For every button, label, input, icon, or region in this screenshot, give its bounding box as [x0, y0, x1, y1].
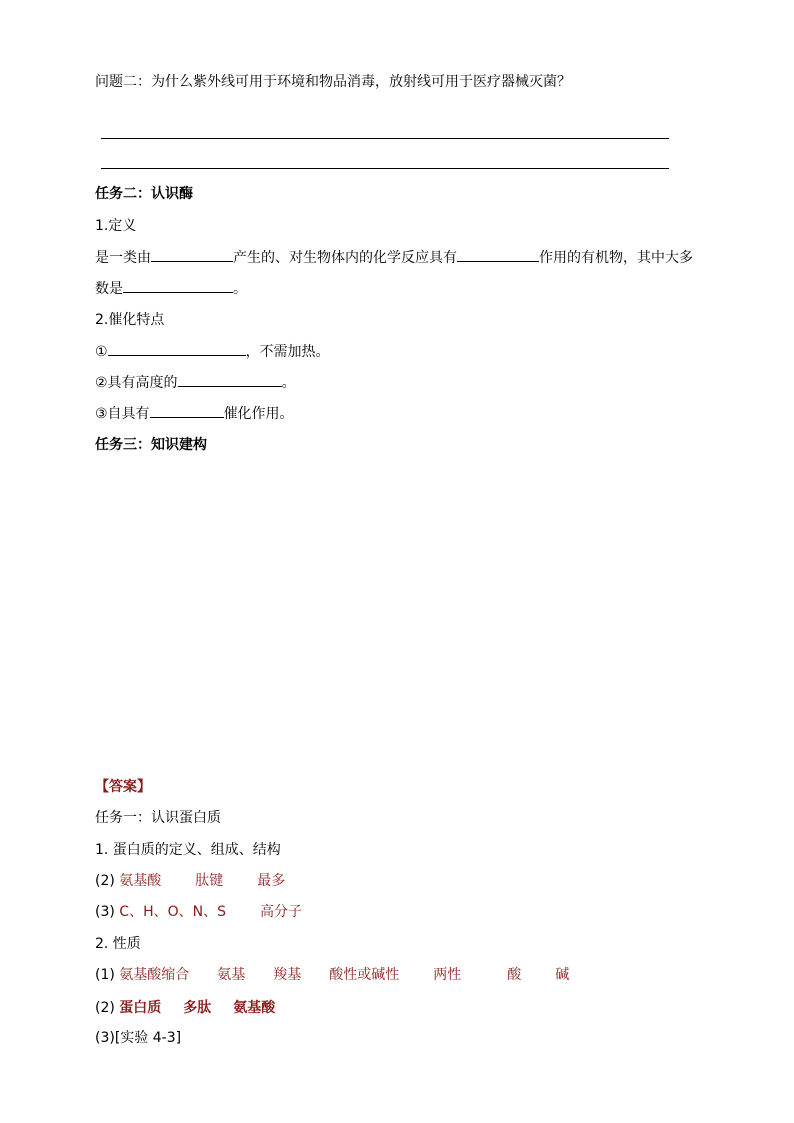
answer-item: 酸性或碱性 — [329, 967, 400, 983]
definition-text-d: 数是 — [95, 281, 123, 297]
fill-blank — [457, 247, 539, 262]
answer-item: 氨基酸 — [119, 873, 162, 889]
answer-num: (3) — [95, 904, 115, 920]
answer-num: (1) — [95, 967, 115, 983]
definition-line-1 — [95, 247, 693, 268]
answer-rule-1 — [101, 138, 669, 139]
answer-num: (2) — [95, 1000, 115, 1016]
features-heading: 2.催化特点 — [95, 312, 165, 328]
answer-item: 多肽 — [183, 1000, 212, 1016]
feature-2-end: 。 — [281, 375, 296, 391]
definition-heading: 1.定义 — [95, 218, 137, 234]
fill-blank — [123, 278, 233, 293]
task2-title: 任务二：认识酶 — [95, 186, 193, 202]
definition-text-a: 是一类由 — [95, 250, 151, 266]
answer-item: 酸 — [507, 967, 522, 983]
answers-section-1: 1. 蛋白质的定义、组成、结构 — [95, 842, 281, 858]
answers-section-2: 2. 性质 — [95, 936, 141, 952]
answers-heading: 【答案】 — [95, 779, 151, 795]
answer-item: 高分子 — [259, 904, 302, 920]
answer-item: C、H、O、N、S — [119, 904, 226, 920]
fill-blank — [178, 372, 282, 387]
answers-row-1-3 — [95, 902, 302, 922]
answer-item: 羧基 — [273, 967, 302, 983]
answer-item: 氨基酸缩合 — [119, 967, 190, 983]
feature-3-end: 催化作用。 — [223, 406, 294, 422]
answers-row-1-2 — [95, 871, 285, 891]
answers-task1-title: 任务一：认识蛋白质 — [95, 810, 221, 826]
feature-1-text: ，不需加热。 — [245, 344, 330, 360]
answers-row-2-3: (3)[实验 4-3] — [95, 1030, 182, 1046]
definition-line-2 — [95, 278, 247, 299]
feature-1 — [95, 341, 330, 362]
answer-item: 氨基酸 — [233, 1000, 276, 1016]
answer-item: 肽键 — [195, 873, 224, 889]
fill-blank — [151, 247, 233, 262]
feature-2 — [95, 372, 296, 393]
answer-item: 氨基 — [217, 967, 246, 983]
answer-item: 两性 — [433, 967, 462, 983]
feature-3-text: ③自具有 — [95, 406, 150, 422]
answer-item: 碱 — [555, 967, 570, 983]
definition-text-e: 。 — [233, 281, 247, 297]
question-2-text: 问题二：为什么紫外线可用于环境和物品消毒，放射线可用于医疗器械灭菌？ — [95, 74, 571, 90]
definition-text-c: 作用的有机物，其中大多 — [539, 250, 693, 266]
feature-3 — [95, 403, 294, 424]
answer-num: (2) — [95, 873, 115, 889]
answer-item: 蛋白质 — [119, 1000, 162, 1016]
feature-1-num: ① — [95, 344, 108, 360]
feature-2-text: ②具有高度的 — [95, 375, 178, 391]
answer-rule-2 — [101, 168, 669, 169]
task3-title: 任务三：知识建构 — [95, 437, 207, 453]
answers-row-2-1 — [95, 965, 569, 985]
question-2 — [95, 72, 571, 92]
answer-item: 最多 — [257, 873, 286, 889]
fill-blank — [108, 341, 246, 356]
definition-text-b: 产生的、对生物体内的化学反应具有 — [233, 250, 457, 266]
fill-blank — [150, 403, 224, 418]
answers-row-2-2 — [95, 998, 275, 1018]
